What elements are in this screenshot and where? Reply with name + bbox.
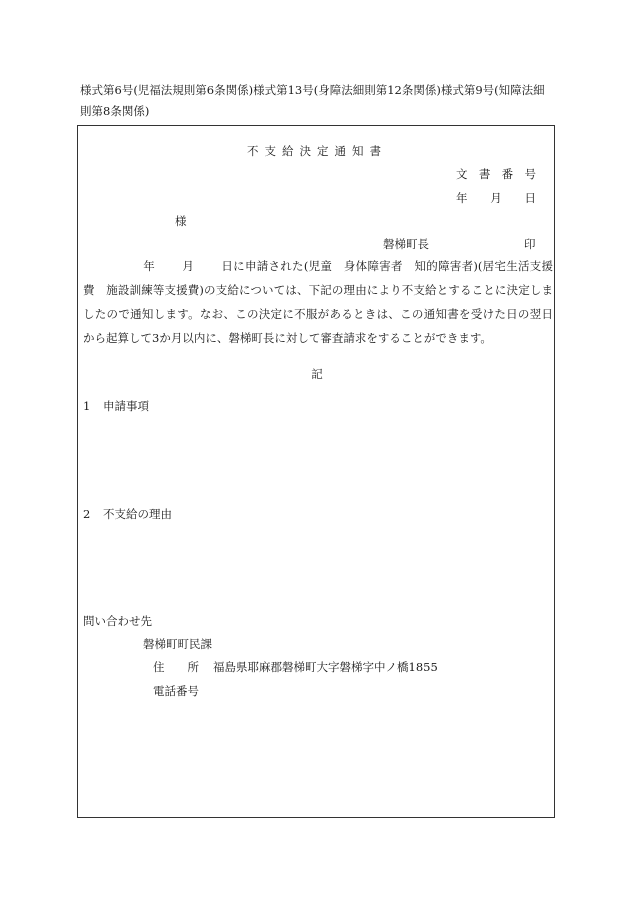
- doc-number-char: 書: [478, 167, 491, 181]
- document-title: 不支給決定通知書: [247, 144, 387, 158]
- address-label: 住 所: [153, 660, 199, 674]
- section-label: 申請事項: [103, 399, 149, 413]
- doc-number-char: 号: [524, 167, 536, 181]
- date-day-label: 日: [524, 191, 536, 205]
- doc-number-char: 文: [456, 167, 468, 181]
- seal-mark: 印: [524, 237, 536, 251]
- contact-phone-label: 電話番号: [153, 684, 199, 698]
- ki-heading: 記: [311, 367, 323, 381]
- body-year-label: 年: [143, 259, 156, 273]
- form-reference-header: 様式第6号(児福法規則第6条関係)様式第13号(身障法細則第12条関係)様式第9号(知障法細則第8条関係): [80, 83, 545, 118]
- document-number-label: [456, 166, 536, 182]
- recipient-honorific: 様: [175, 214, 187, 228]
- body-month-label: 月: [182, 259, 195, 273]
- section-label: 不支給の理由: [103, 507, 172, 521]
- contact-heading: 問い合わせ先: [83, 614, 152, 628]
- address-value: 福島県耶麻郡磐梯町大字磐梯字中ノ橋1855: [213, 660, 438, 674]
- contact-department: 磐梯町町民課: [143, 637, 212, 651]
- doc-number-char: 番: [501, 167, 514, 181]
- issuer-name: 磐梯町長: [383, 237, 429, 251]
- section-number: 2: [83, 507, 91, 521]
- document-date-label: [456, 190, 536, 206]
- section-non-payment-reason: [83, 506, 172, 522]
- section-number: 1: [83, 399, 91, 413]
- contact-address-line: [153, 659, 438, 675]
- body-text: 日に申請された(児童 身体障害者 知的障害者)(居宅生活支援費 施設訓練等支援費)の支給については、下記の理由により不支給とすることに決定しましたので通知します。なお、この決定に不服があるときは、この通知書を受けた日の翌日から起算して3か月以内に、磐梯町長に対して審査請求をすることができます。: [83, 259, 554, 345]
- notice-body-paragraph: [83, 254, 553, 350]
- notice-form-box: [77, 125, 555, 818]
- date-year-label: 年: [456, 191, 468, 205]
- date-month-label: 月: [490, 191, 502, 205]
- section-application-items: [83, 398, 149, 414]
